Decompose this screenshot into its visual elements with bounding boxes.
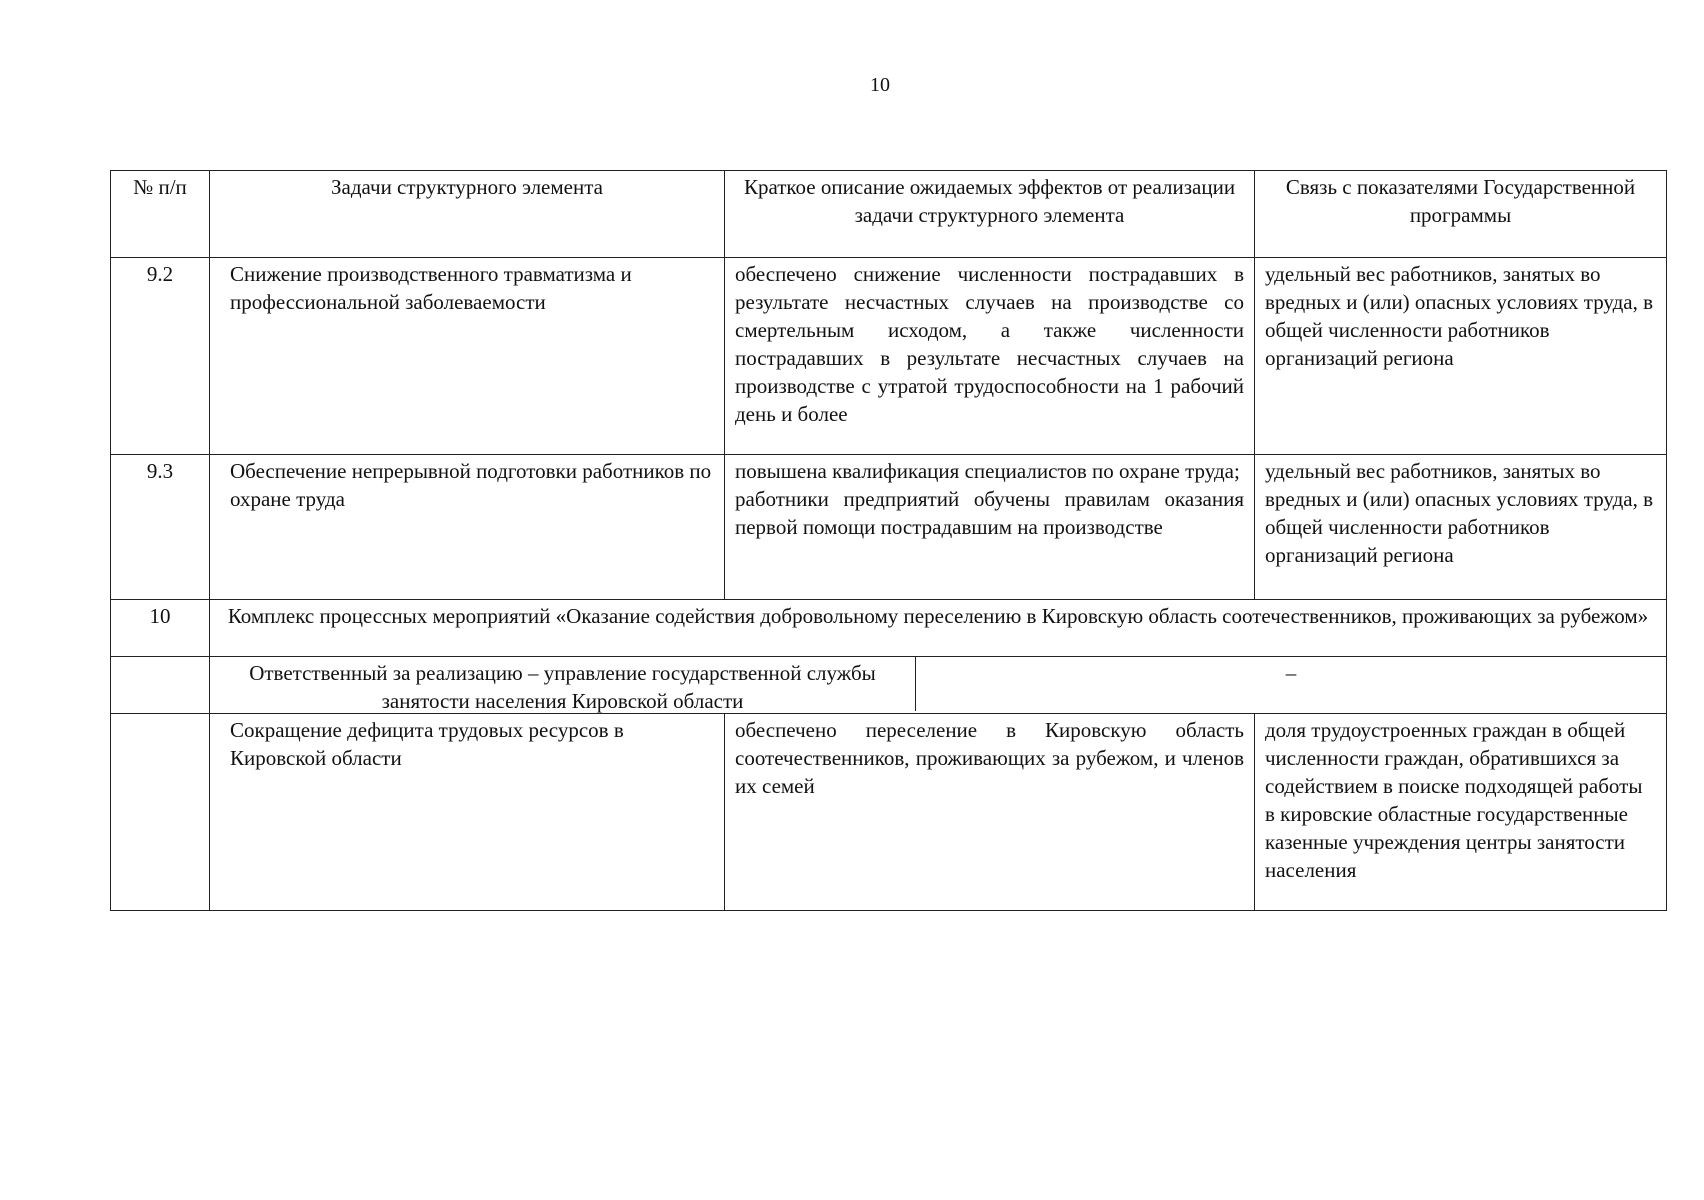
page-number: 10 <box>870 74 890 96</box>
section-num: 10 <box>111 600 210 657</box>
empty-cell <box>111 657 210 714</box>
header-indicators: Связь с показателями Государственной программы <box>1255 171 1667 258</box>
table-header-row <box>111 171 1667 258</box>
row-indicator: удельный вес работников, занятых во вредных и (или) опасных условиях труда, в общей численности работников организаций региона <box>1255 455 1667 600</box>
row-effect <box>725 455 1255 600</box>
table-row <box>111 455 1667 600</box>
row-effect: обеспечено снижение численности пострадавших в результате несчастных случаев на производстве со смертельным исходом, а также численности пострадавших в результате несчастных случаев на производстве с утратой трудоспособности на 1 рабочий день и более <box>725 258 1255 455</box>
measures-table <box>110 170 1667 911</box>
section-title: Комплекс процессных мероприятий «Оказание содействия добровольному переселению в Кировскую область соотечественников, проживающих за рубежом» <box>210 600 1667 657</box>
row-effect: обеспечено переселение в Кировскую область соотечественников, проживающих за рубежом, и членов их семей <box>725 714 1255 911</box>
row-task: Сокращение дефицита трудовых ресурсов в Кировской области <box>210 714 725 911</box>
responsible-value: – <box>1285 661 1297 685</box>
row-indicator: доля трудоустроенных граждан в общей численности граждан, обратившихся за содействием в поиске подходящей работы в кировские областные государственные казенные учреждения центры занятости населения <box>1255 714 1667 911</box>
row-num: 9.2 <box>111 258 210 455</box>
header-effects: Краткое описание ожидаемых эффектов от реализации задачи структурного элемента <box>725 171 1255 258</box>
table-row <box>111 714 1667 911</box>
section-title-row <box>111 600 1667 657</box>
row-effect-line: работники предприятий обучены правилам оказания первой помощи пострадавшим на производстве <box>735 487 1244 539</box>
row-num: 9.3 <box>111 455 210 600</box>
row-task: Снижение производственного травматизма и профессиональной заболеваемости <box>210 258 725 455</box>
row-task: Обеспечение непрерывной подготовки работников по охране труда <box>210 455 725 600</box>
row-indicator: удельный вес работников, занятых во вредных и (или) опасных условиях труда, в общей численности работников организаций региона <box>1255 258 1667 455</box>
responsible-label: Ответственный за реализацию – управление государственной службы занятости населения Кировской области <box>210 657 916 711</box>
header-num: № п/п <box>111 171 210 258</box>
row-effect-line: повышена квалификация специалистов по охране труда; <box>735 459 1240 483</box>
empty-cell <box>111 714 210 911</box>
responsible-cell <box>210 657 1667 714</box>
responsible-row <box>111 657 1667 714</box>
header-tasks: Задачи структурного элемента <box>210 171 725 258</box>
table-row <box>111 258 1667 455</box>
